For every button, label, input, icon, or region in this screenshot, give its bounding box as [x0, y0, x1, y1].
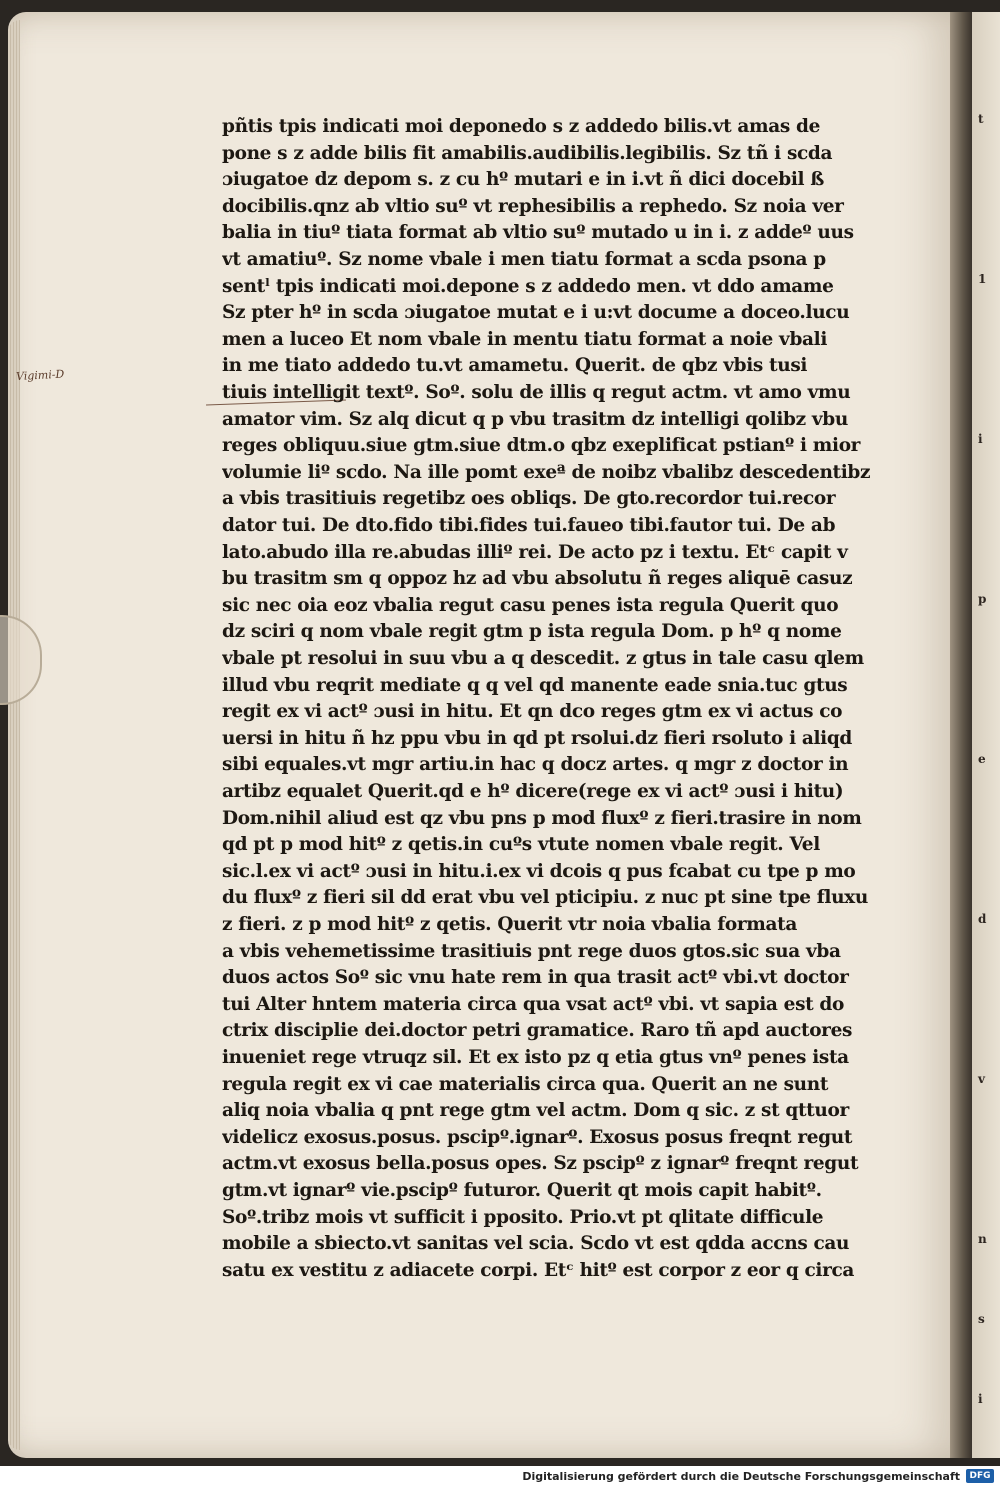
- facing-mark: i: [978, 432, 983, 446]
- funding-credit: Digitalisierung gefördert durch die Deutsche Forschungsgemeinschaft: [522, 1470, 960, 1483]
- text-line: aliq noia vbalia q pnt rege gtm vel actm. Dom q sic. z st qttuor: [222, 1100, 849, 1122]
- text-line: uersi in hitu ñ hz ppu vbu in qd pt rsolui.dz fieri rsoluto i aliqd: [222, 727, 853, 749]
- facing-mark: v: [978, 1072, 985, 1086]
- handwritten-marginal-note: Vigimi-D: [15, 367, 65, 384]
- text-line: videlicz exosus.posus. pscipº.ignarº. Exosus posus freqnt regut: [222, 1126, 853, 1148]
- text-line: amator vim. Sz alq dicut q p vbu trasitm dz intelligi qolibz vbu: [222, 408, 848, 430]
- text-line: Soº.tribz mois vt sufficit i pposito. Prio.vt pt qlitate difficule: [222, 1206, 824, 1228]
- text-line: sic.l.ex vi actº ɔusi in hitu.i.ex vi dcois q pus fcabat cu tpe p mo: [222, 860, 856, 882]
- facing-mark: p: [978, 592, 987, 606]
- text-line: pone s z adde bilis fit amabilis.audibilis.legibilis. Sz tñ i scda: [222, 142, 833, 164]
- text-line: balia in tiuº tiata format ab vltio suº mutado u in i. z addeº uus: [222, 222, 854, 244]
- text-line: pñtis tpis indicati moi deponedo s z addedo bilis.vt amas de: [222, 116, 821, 137]
- text-line: ɔiugatoe dz depom s. z cu hº mutari e in i.vt ñ dici docebil ß: [222, 169, 824, 191]
- text-line: volumie liº scdo. Na ille pomt exeª de noibz vbalibz descedentibz: [222, 461, 871, 483]
- text-line: artibz equalet Querit.qd e hº dicere(rege ex vi actº ɔusi i hitu): [222, 781, 844, 802]
- text-line: a vbis vehemetissime trasitiuis pnt rege duos gtos.sic sua vba: [222, 940, 841, 962]
- text-line: qd pt p mod hitº z qetis.in cuºs vtute nomen vbale regit. Vel: [222, 834, 820, 856]
- text-line: sibi equales.vt mgr artiu.in hac q docz artes. q mgr z doctor in: [222, 754, 849, 776]
- text-line: men a luceo Et nom vbale in mentu tiatu format a noie vbali: [222, 328, 828, 350]
- text-line: du fluxº z fieri sil dd erat vbu vel pticipiu. z nuc pt sine tpe fluxu: [222, 887, 868, 909]
- text-line: docibilis.qnz ab vltio suº vt rephesibilis a rephedo. Sz noia ver: [222, 195, 844, 217]
- facing-mark: n: [978, 1232, 987, 1246]
- text-line: regula regit ex vi cae materialis circa qua. Querit an ne sunt: [222, 1073, 829, 1095]
- text-line: sentˡ tpis indicati moi.depone s z addedo men. vt ddo amame: [222, 275, 834, 297]
- text-line: dz sciri q nom vbale regit gtm p ista regula Dom. p hº q nome: [222, 621, 842, 643]
- text-line: illud vbu reqrit mediate q q vel qd manente eade snia.tuc gtus: [222, 674, 848, 696]
- text-line: lato.abudo illa re.abudas illiº rei. De acto pz i textu. Etᶜ capit v: [222, 541, 848, 563]
- page-edges: [8, 20, 20, 1450]
- text-line: a vbis trasitiuis regetibz oes obliqs. De gto.recordor tui.recor: [222, 488, 836, 510]
- text-line: regit ex vi actº ɔusi in hitu. Et qn dco reges gtm ex vi actus co: [222, 701, 843, 723]
- text-line: reges obliquu.siue gtm.siue dtm.o qbz exeplificat pstianº i mior: [222, 435, 861, 457]
- text-line: tui Alter hntem materia circa qua vsat actº vbi. vt sapia est do: [222, 993, 845, 1015]
- facing-mark: i: [978, 1392, 983, 1406]
- book-gutter: [950, 12, 972, 1458]
- facing-mark: t: [978, 112, 984, 126]
- facing-mark: s: [978, 1312, 985, 1326]
- text-line: mobile a sbiecto.vt sanitas vel scia. Scdo vt est qdda accns cau: [222, 1233, 850, 1255]
- text-line: tiuis intelligit textº. Soº. solu de illis q regut actm. vt amo vmu: [222, 382, 851, 403]
- text-line: bu trasitm sm q oppoz hz ad vbu absolutu ñ reges aliquē casuz: [222, 568, 853, 590]
- facing-page-edge: [972, 12, 1000, 1458]
- text-line: in me tiato addedo tu.vt amametu. Querit. de qbz vbis tusi: [222, 355, 808, 377]
- footer-bar: [0, 1466, 1000, 1487]
- text-line: duos actos Soº sic vnu hate rem in qua trasit actº vbi.vt doctor: [222, 967, 849, 989]
- text-line: gtm.vt ignarº vie.pscipº futuror. Querit qt mois capit habitº.: [222, 1180, 822, 1201]
- dfg-logo: DFG: [966, 1469, 994, 1483]
- text-line: dator tui. De dto.fido tibi.fides tui.faueo tibi.fautor tui. De ab: [222, 515, 836, 536]
- text-line: vt amatiuº. Sz nome vbale i men tiatu format a scda psona p: [222, 249, 826, 270]
- text-line: z fieri. z p mod hitº z qetis. Querit vtr noia vbalia formata: [222, 914, 797, 935]
- printed-text-block: [222, 112, 912, 1281]
- facing-mark: e: [978, 752, 986, 766]
- facing-mark: d: [978, 912, 987, 926]
- text-line: sic nec oia eoz vbalia regut casu penes ista regula Querit quo: [222, 594, 839, 616]
- text-line: satu ex vestitu z adiacete corpi. Etᶜ hitº est corpor z eor q circa: [222, 1259, 855, 1281]
- text-line: Sz pter hº in scda ɔiugatoe mutat e i u:vt docume a doceo.lucu: [222, 302, 850, 324]
- facing-mark: 1: [978, 272, 987, 286]
- text-line: Dom.nihil aliud est qz vbu pns p mod fluxº z fieri.trasire in nom: [222, 807, 862, 829]
- text-line: ctrix disciplie dei.doctor petri gramatice. Raro tñ apd auctores: [222, 1020, 853, 1042]
- text-line: actm.vt exosus bella.posus opes. Sz pscipº z ignarº freqnt regut: [222, 1153, 859, 1175]
- text-line: vbale pt resolui in suu vbu a q descedit. z gtus in tale casu qlem: [222, 648, 864, 669]
- text-line: inueniet rege vtruqz sil. Et ex isto pz q etia gtus vnº penes ista: [222, 1047, 849, 1068]
